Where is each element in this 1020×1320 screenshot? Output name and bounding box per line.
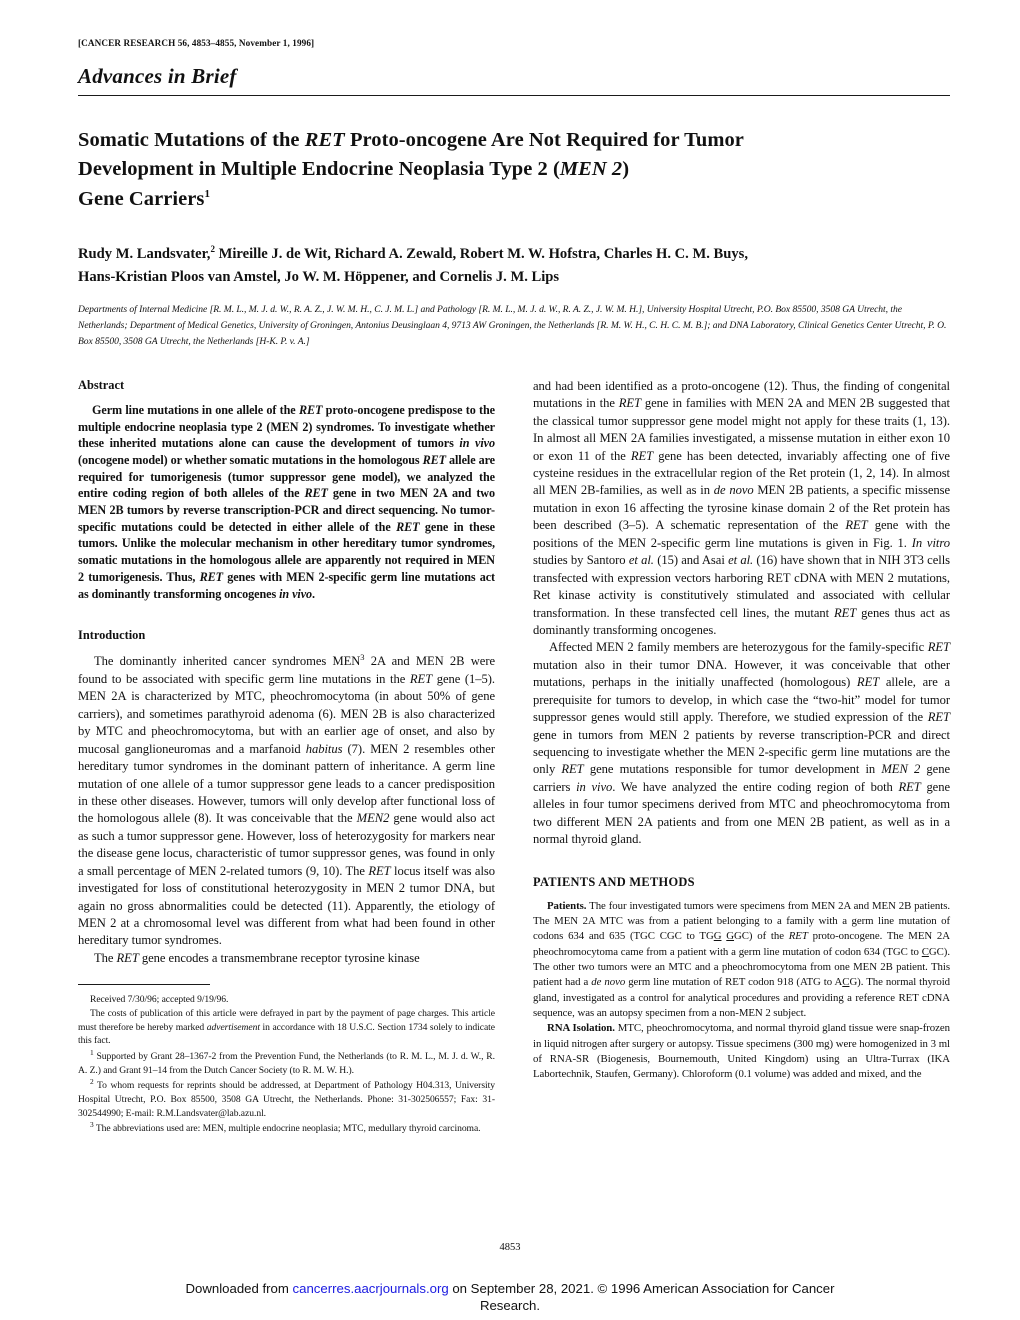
intro-gene: RET [561,762,584,777]
methods-frag: germ line mutation of RET codon 918 (ATG to A [625,976,843,989]
header-divider [78,95,950,96]
abstract-frag: gene in these tumors. Unlike the molecular mechanism in other hereditary tumor syndromes, somatic mutations in the homologous allele are apparently not required in MEN 2 tumorigenesis. Thus, [78,519,495,584]
abstract-frag: (oncogene model) or whether somatic mutations in the homologous [78,452,423,467]
intro-frag: mutation also in their tumor DNA. However, it was conceivable that other mutations, perhaps in the initially unaffected (homologous) [533,657,950,690]
footnote-2-marker: 2 [90,1077,94,1087]
section-banner: Advances in Brief [78,64,237,88]
intro-italic: de novo [713,483,754,498]
abstract-frag: gene in two MEN 2A and two MEN 2B tumors by reverse transcription-PCR and direct sequencing. No tumor-specific mutations could be detected in either allele of the [78,486,495,534]
methods-frag: GC). The other two tumors were an MTC and a pheochromocytoma from one MEN 2B patient. This patient had a [533,945,950,989]
intro-frag: allele, are a prerequisite for tumors to develop, in which case the “two-hit” model for tumor suppressor genes would still apply. Therefore, we studied expression of the [533,675,950,725]
methods-patients-label: Patients. [547,899,587,912]
title-part: ) [622,158,630,181]
intro-frag: gene alleles in four tumor specimens derived from MTC and pheochromocytoma from two different MEN 2A patients and from one MEN 2B patient, as well as in a normal thyroid gland. [533,779,951,847]
abstract-frag: allele are required for tumorigenesis (tumor suppressor gene model), we analyzed the entire coding region of both alleles of the [78,452,495,501]
heading-patients-and-methods: PATIENTS AND METHODS [533,874,695,889]
intro-frag: locus itself was also investigated for loss of constitutional heterozygosity in MEN 2 tumor DNA, but again no gross abnormalities could be detected (11). Apparently, the etiology of MEN 2 at a chromosomal level was different from what had been found in other hereditary tumor syndromes. [78,863,495,948]
abstract-frag: proto-oncogene predispose to the multiple endocrine neoplasia type 2 (MEN 2) syndromes. To investigate whether these inherited mutations alone can cause the development of tumors [78,402,495,451]
intro-frag: studies by Santoro [533,553,629,568]
intro-frag: gene mutations responsible for tumor development in [583,762,882,777]
methods-underline: C [921,945,929,958]
abstract-gene: RET [199,569,223,584]
affiliations: Departments of Internal Medicine [R. M. L., M. J. d. W., R. A. Z., J. W. M. H., C. J. M. L.] and Pathology [R. M. L., M. J. d. W., R. A. Z., J. W. M. H.], University Hospital Utrecht, P.O. Box 85500, 3508 GA Utrecht, the Netherlands; Department of Medical Genetics, University of Groningen, Antonius Deusinglaan 4, 9713 AW Groningen, the Netherlands [R. M. W. H., C. H. C. M. B.]; and DNA Laboratory, Clinical Genetics Center Utrecht, P. O. Box 85500, 3508 GA Utrecht, the Netherlands [H-K. P. v. A.] [78,304,947,347]
intro-gene: RET [898,779,921,794]
footnote-frag: in accordance with 18 U.S.C. Section 1734 solely to indicate this fact. [78,1021,496,1047]
intro-italic: et al. [628,553,654,568]
intro-frag: gene in families with MEN 2A and MEN 2B suggested that the classical tumor suppressor gene model might not apply for these traits (1, 13). In almost all MEN 2A families investigated, a missense mutation in either exon 10 or exon 11 of the [533,396,950,463]
footnote-1 [78,1048,495,1077]
methods-underline: C [842,976,850,989]
intro-frag: gene in tumors from MEN 2 patients by reverse transcription-PCR and direct sequencing to investigate whether the MEN 2-specific germ line mutations are the only [533,727,950,777]
intro-italic: habitus [305,741,343,756]
column-right [533,378,950,1083]
abstract-frag: genes with MEN 2-specific germ line mutations act as dominantly transforming oncogenes [78,569,496,601]
title-gene-men2: MEN 2 [559,158,623,181]
footnote-1-marker: 1 [90,1047,94,1057]
abbrev-footnote-marker: 3 [360,652,365,663]
intro-frag: and had been identified as a proto-oncogene (12). Thus, the finding of congenital mutations in the [533,378,950,411]
abstract-italic: in vivo [279,586,313,601]
heading-abstract: Abstract [78,377,125,392]
intro-gene: RET [618,396,642,411]
intro-frag: genes thus act as dominantly transforming oncogenes. [533,605,950,637]
intro-frag: gene with the positions of the MEN 2-specific germ line mutations is given in Fig. 1. [533,518,950,550]
methods-frag: G). The normal thyroid gland, investigated as a control for analytical procedures and providing a reference RET cDNA sequence, was an autopsy specimen from a non-MEN 2 subject. [533,976,950,1019]
intro-frag: The dominantly inherited cancer syndromes MEN [94,654,361,669]
abstract-gene: RET [304,486,328,501]
abstract-gene: RET [422,452,446,467]
intro-paragraph-2 [78,950,495,967]
author-names-line1: Rudy M. Landsvater, [78,245,211,262]
column-left [78,378,495,1136]
intro-frag: gene (1–5). MEN 2A is characterized by MTC, pheochromocytoma (in about 50% of gene carriers), and sometimes parathyroid adenoma (6). MEN 2B is also characterized by MTC and pheochromocytoma, but with an earlier age of onset, and also by mucosal ganglioneuromas and a marfanoid [78,671,495,756]
intro-gene: MEN2 [356,811,390,826]
intro-frag: The [94,950,117,965]
intro-gene: RET [116,950,139,965]
footnote-2 [78,1077,495,1120]
methods-patients-paragraph [533,899,950,1022]
intro-gene: MEN 2 [881,762,921,777]
abstract-frag: Germ line mutations in one allele of the [92,402,299,417]
intro-frag: 2A and MEN 2B were found to be associated with specific germ line mutations in the [78,654,496,686]
intro-frag: gene carriers [533,762,950,794]
intro-italic: in vivo [576,779,613,794]
footnote-received: Received 7/30/96; accepted 9/19/96. [90,994,229,1006]
intro-gene: RET [856,675,880,690]
methods-gene: RET [788,930,808,943]
download-prefix: Downloaded from [185,1281,293,1296]
methods-rna-paragraph [533,1021,950,1082]
footnote-3-marker: 3 [90,1120,94,1130]
intro-gene: RET [845,518,868,533]
methods-underline: G [726,930,735,943]
footnote-3 [78,1120,495,1136]
page-content [78,38,951,1135]
intro-gene: RET [927,640,950,655]
abstract-gene: RET [396,519,420,534]
intro-gene: RET [409,671,433,686]
intro-paragraph-3 [533,639,950,848]
intro-frag: gene has been detected, invariably affecting one of five cysteine residues in the extracellular region of the Ret protein (1, 2, 14). In almost all MEN 2B-families, as well as in [533,448,950,498]
abstract-frag: . [312,586,315,601]
intro-frag: (7). MEN 2 resembles other hereditary tumor syndromes in the dominant pattern of inheritance. A germ line mutation of one allele of a tumor suppressor gene leads to a cancer predisposition in these other diseases. However, tumors will only develop after functional loss of the homologous allele (8). It was conceivable that the [78,741,495,826]
intro-gene: RET [368,863,391,878]
title-part: Proto-oncogene Are Not Required for Tumor [344,129,744,151]
footnote-costs [78,1007,495,1048]
footnote-divider [78,984,210,985]
author-footnote-marker: 2 [210,243,215,254]
intro-frag: Affected MEN 2 family members are heterozygous for the family-specific [549,640,928,655]
intro-paragraph-2-continued [533,378,950,640]
abstract-gene: RET [298,402,323,417]
journal-link[interactable]: cancerres.aacrjournals.org [292,1281,449,1296]
intro-gene: RET [834,605,857,620]
footnotes [78,993,495,1136]
author-names-line2: Hans-Kristian Ploos van Amstel, Jo W. M. Höppener, and Cornelis J. M. Lips [78,269,560,286]
methods-italic: de novo [591,976,626,989]
intro-italic: et al. [728,553,754,568]
download-footer [0,1280,1020,1314]
title-part: Somatic Mutations of the [78,129,305,151]
methods-rna-label: RNA Isolation. [547,1022,615,1035]
download-line2: Research. [479,1298,541,1314]
intro-frag: (16) have shown that in NIH 3T3 cells transfected with expression vectors harboring RET cDNA with MEN 2 mutations, Ret kinase activity is constitutively stimulated and associated with cellular transformation. In these transfected cell lines, the mutant [533,553,951,620]
intro-frag: gene would also act as such a tumor suppressor gene. However, loss of heterozygosity for markers near the disease gene locus, characteristic of tumor suppressor genes, was found in only a small percentage of MEN 2-related tumors (9, 10). The [78,811,495,878]
intro-frag: (15) and Asai [653,553,729,568]
footnote-1-text: Supported by Grant 28–1367-2 from the Prevention Fund, the Netherlands (to R. M. L., M. J. d. W., R. A. Z.) and Grant 91–14 from the Dutch Cancer Society (to R. M. W. H.). [78,1050,495,1076]
heading-introduction: Introduction [78,628,146,643]
title-part: Development in Multiple Endocrine Neoplasia Type 2 ( [78,158,560,181]
journal-reference: [CANCER RESEARCH 56, 4853–4855, November 1, 1996] [78,38,315,48]
intro-frag: . We have analyzed the entire coding region of both [612,779,899,794]
title-gene-ret: RET [304,129,345,151]
abstract-paragraph [78,402,495,602]
download-suffix: on September 28, 2021. © 1996 American Association for Cancer [448,1281,835,1296]
page-title [78,126,950,214]
footnote-italic: advertisement [206,1021,260,1033]
methods-frag: GC) of the [734,930,789,943]
title-part: Gene Carriers [78,187,205,210]
page-number: 4853 [499,1242,521,1253]
intro-gene: RET [927,710,950,725]
intro-italic: In vitro [911,535,950,550]
footnote-2-text: To whom requests for reprints should be addressed, at Department of Pathology H04.313, University Hospital Utrecht, P.O. Box 85500, 3508 GA Utrecht, the Netherlands. Phone: 31-302506557; Fax: 31-302544990; E-mail: R.M.Landsvater@lab.azu.nl. [78,1080,495,1119]
methods-frag: proto-oncogene. The MEN 2A pheochromocytoma came from a patient with a germ line mutation of codon 634 (TGC to [533,930,951,958]
footnote-3-text: The abbreviations used are: MEN, multiple endocrine neoplasia; MTC, medullary thyroid carcinoma. [93,1123,481,1135]
footnote-frag: The costs of publication of this article were defrayed in part by the payment of page charges. This article must therefore be hereby marked [78,1007,495,1033]
author-list [78,242,950,290]
methods-frag: MTC, pheochromocytoma, and normal thyroid gland tissue were snap-frozen in liquid nitrogen after surgery or autopsy. Tissue specimens (300 mg) were homogenized in 3 ml of RNA-SR (Biogenesis, Bournemouth, United Kingdom) using an Ultra-Turrax (IKA Labortechnik, Staufen, Germany). Chloroform (0.1 volume) was added and mixed, and the [533,1022,950,1081]
title-footnote-marker: 1 [204,187,211,200]
author-names-line1-rest: Mireille J. de Wit, Richard A. Zewald, Robert M. W. Hofstra, Charles H. C. M. Buys, [214,245,749,262]
intro-paragraph-1 [78,652,495,950]
intro-gene: RET [630,448,654,463]
methods-frag: The four investigated tumors were specimens from MEN 2A and MEN 2B patients. The MEN 2A MTC was from a patient belonging to a family with a germ line mutation of codons 634 and 635 (TGC CGC to TG [533,899,950,943]
methods-underline: G [713,930,722,943]
abstract-italic: in vivo [459,436,495,451]
intro-frag: gene encodes a transmembrane receptor tyrosine kinase [138,950,420,965]
intro-frag: MEN 2B patients, a specific missense mutation in exon 16 affecting the tyrosine kinase domain 2 of the Ret protein has been described (3–5). A schematic representation of the [533,483,950,533]
